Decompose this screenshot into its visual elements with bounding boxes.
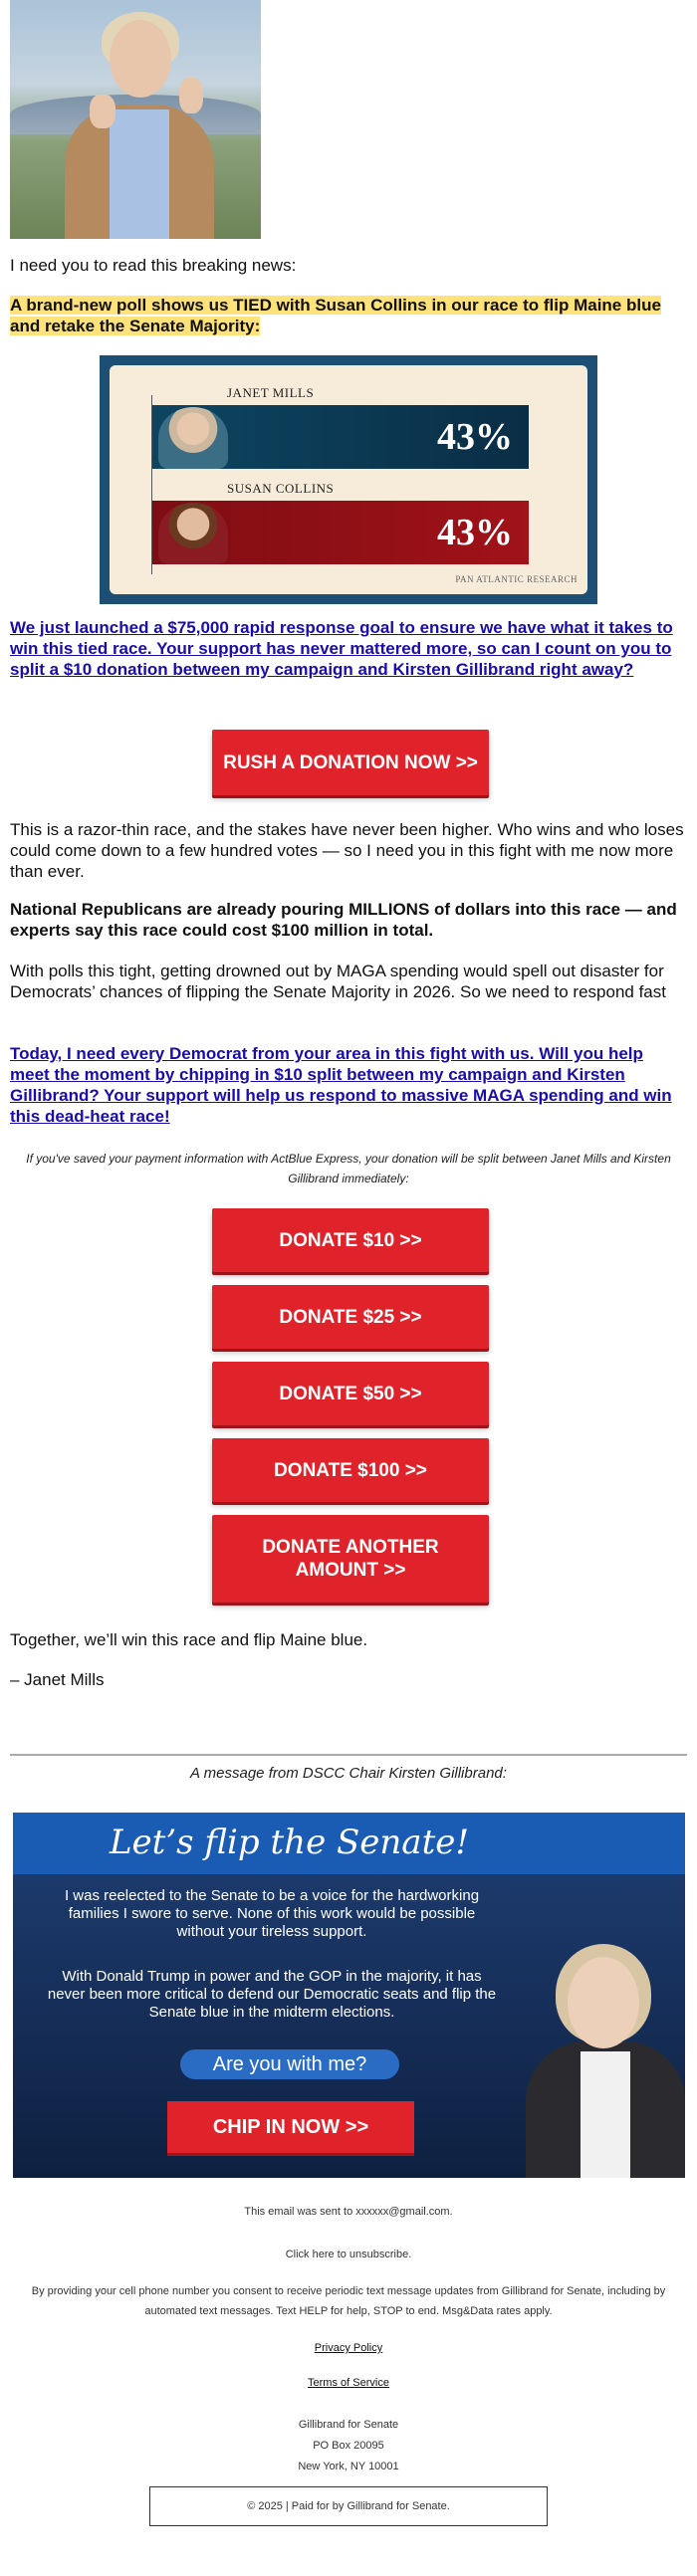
banner-paragraph-1: I was reelected to the Senate to be a voice for the hardworking families I swore to serve. None of this work would be possible without your tireless support.: [64, 1887, 480, 1940]
rapid-response-link[interactable]: We just launched a $75,000 rapid response goal to ensure we have what it takes to win this tied race. Your support has never mattered more, so can I count on you to split a $10 donation between my campaign and Kirsten Gillibrand right away?: [10, 618, 673, 679]
poll-card: [110, 365, 587, 594]
janet-mills-photo: [10, 0, 261, 239]
mills-percent: 43%: [437, 416, 513, 458]
chip-in-button[interactable]: CHIP IN NOW >>: [167, 2101, 414, 2153]
poll-bar-mills: [152, 405, 529, 469]
po-box: PO Box 20095: [313, 2440, 384, 2452]
kirsten-gillibrand-photo: [516, 1932, 685, 2178]
poll-graphic[interactable]: [100, 355, 597, 604]
body-paragraph-1: This is a razor-thin race, and the stakes have never been higher. Who wins and who loses could come down to a few hundred votes — so I need you in this fight with me now more than ever.: [10, 820, 684, 881]
ask-link-1[interactable]: [10, 617, 687, 680]
poll-bar-collins: [152, 501, 529, 564]
intro-line: I need you to read this breaking news:: [10, 256, 297, 275]
mills-headshot: [158, 407, 228, 469]
candidate-name-collins: SUSAN COLLINS: [227, 481, 335, 496]
dscc-banner[interactable]: [13, 1813, 685, 2178]
sent-to-notice: This email was sent to xxxxxx@gmail.com.: [244, 2206, 453, 2218]
banner-title: Let’s flip the Senate!: [109, 1823, 470, 1862]
privacy-policy-link[interactable]: Privacy Policy: [314, 2342, 383, 2354]
poll-headline: [10, 295, 687, 336]
poll-source: PAN ATLANTIC RESEARCH: [455, 574, 578, 584]
privacy-policy-row: [10, 2338, 687, 2358]
terms-of-service-link[interactable]: Terms of Service: [308, 2377, 389, 2389]
highlighted-headline: A brand-new poll shows us TIED with Susan Collins in our race to flip Maine blue and retake the Senate Majority:: [10, 296, 661, 335]
body-paragraph-3: With polls this tight, getting drowned out by MAGA spending would spell out disaster for Democrats’ chances of flipping the Senate Majority in 2026. So we need to respond fast: [10, 962, 666, 1001]
terms-row: [10, 2373, 687, 2393]
dscc-intro: A message from DSCC Chair Kirsten Gillibrand:: [190, 1765, 507, 1782]
rush-donation-button[interactable]: RUSH A DONATION NOW >>: [212, 730, 489, 795]
ask-link-2[interactable]: [10, 1043, 687, 1127]
banner-question: Are you with me?: [180, 2049, 399, 2079]
org-name: Gillibrand for Senate: [298, 2419, 399, 2431]
donate-25-button[interactable]: DONATE $25 >>: [212, 1285, 489, 1349]
unsubscribe-link[interactable]: Click here to unsubscribe.: [285, 2249, 412, 2260]
divider: [10, 1754, 687, 1756]
signature: – Janet Mills: [10, 1670, 105, 1689]
sms-disclaimer: By providing your cell phone number you consent to receive periodic text message updates from Gillibrand for Senate, including by automated text messages. Text HELP for help, STOP to end. Msg&Data rates apply.: [31, 2285, 666, 2317]
actblue-note: If you've saved your payment information with ActBlue Express, your donation will be split between Janet Mills and Kirsten Gillibrand immediately:: [26, 1152, 671, 1185]
body-paragraph-2: National Republicans are already pouring MILLIONS of dollars into this race — and experts say this race could cost $100 million in total.: [10, 900, 677, 940]
donate-100-button[interactable]: DONATE $100 >>: [212, 1438, 489, 1502]
donate-50-button[interactable]: DONATE $50 >>: [212, 1362, 489, 1425]
collins-headshot: [158, 503, 228, 564]
split-donation-link[interactable]: Today, I need every Democrat from your area in this fight with us. Will you help meet the moment by chipping in $10 split between my campaign and Kirsten Gillibrand? Your support will help us respond to massive MAGA spending and win this dead-heat race!: [10, 1044, 672, 1126]
closing-line: Together, we’ll win this race and flip Maine blue.: [10, 1630, 368, 1649]
candidate-name-mills: JANET MILLS: [227, 385, 315, 400]
collins-percent: 43%: [437, 512, 513, 553]
paid-for-box: © 2025 | Paid for by Gillibrand for Senate.: [149, 2486, 548, 2526]
donate-another-amount-button[interactable]: DONATE ANOTHER AMOUNT >>: [212, 1515, 489, 1603]
city-address: New York, NY 10001: [298, 2461, 399, 2472]
donate-10-button[interactable]: DONATE $10 >>: [212, 1208, 489, 1272]
banner-paragraph-2: With Donald Trump in power and the GOP in the majority, it has never been more critical to defend our Democratic seats and flip the Senate blue in the midterm elections.: [47, 1968, 497, 2021]
